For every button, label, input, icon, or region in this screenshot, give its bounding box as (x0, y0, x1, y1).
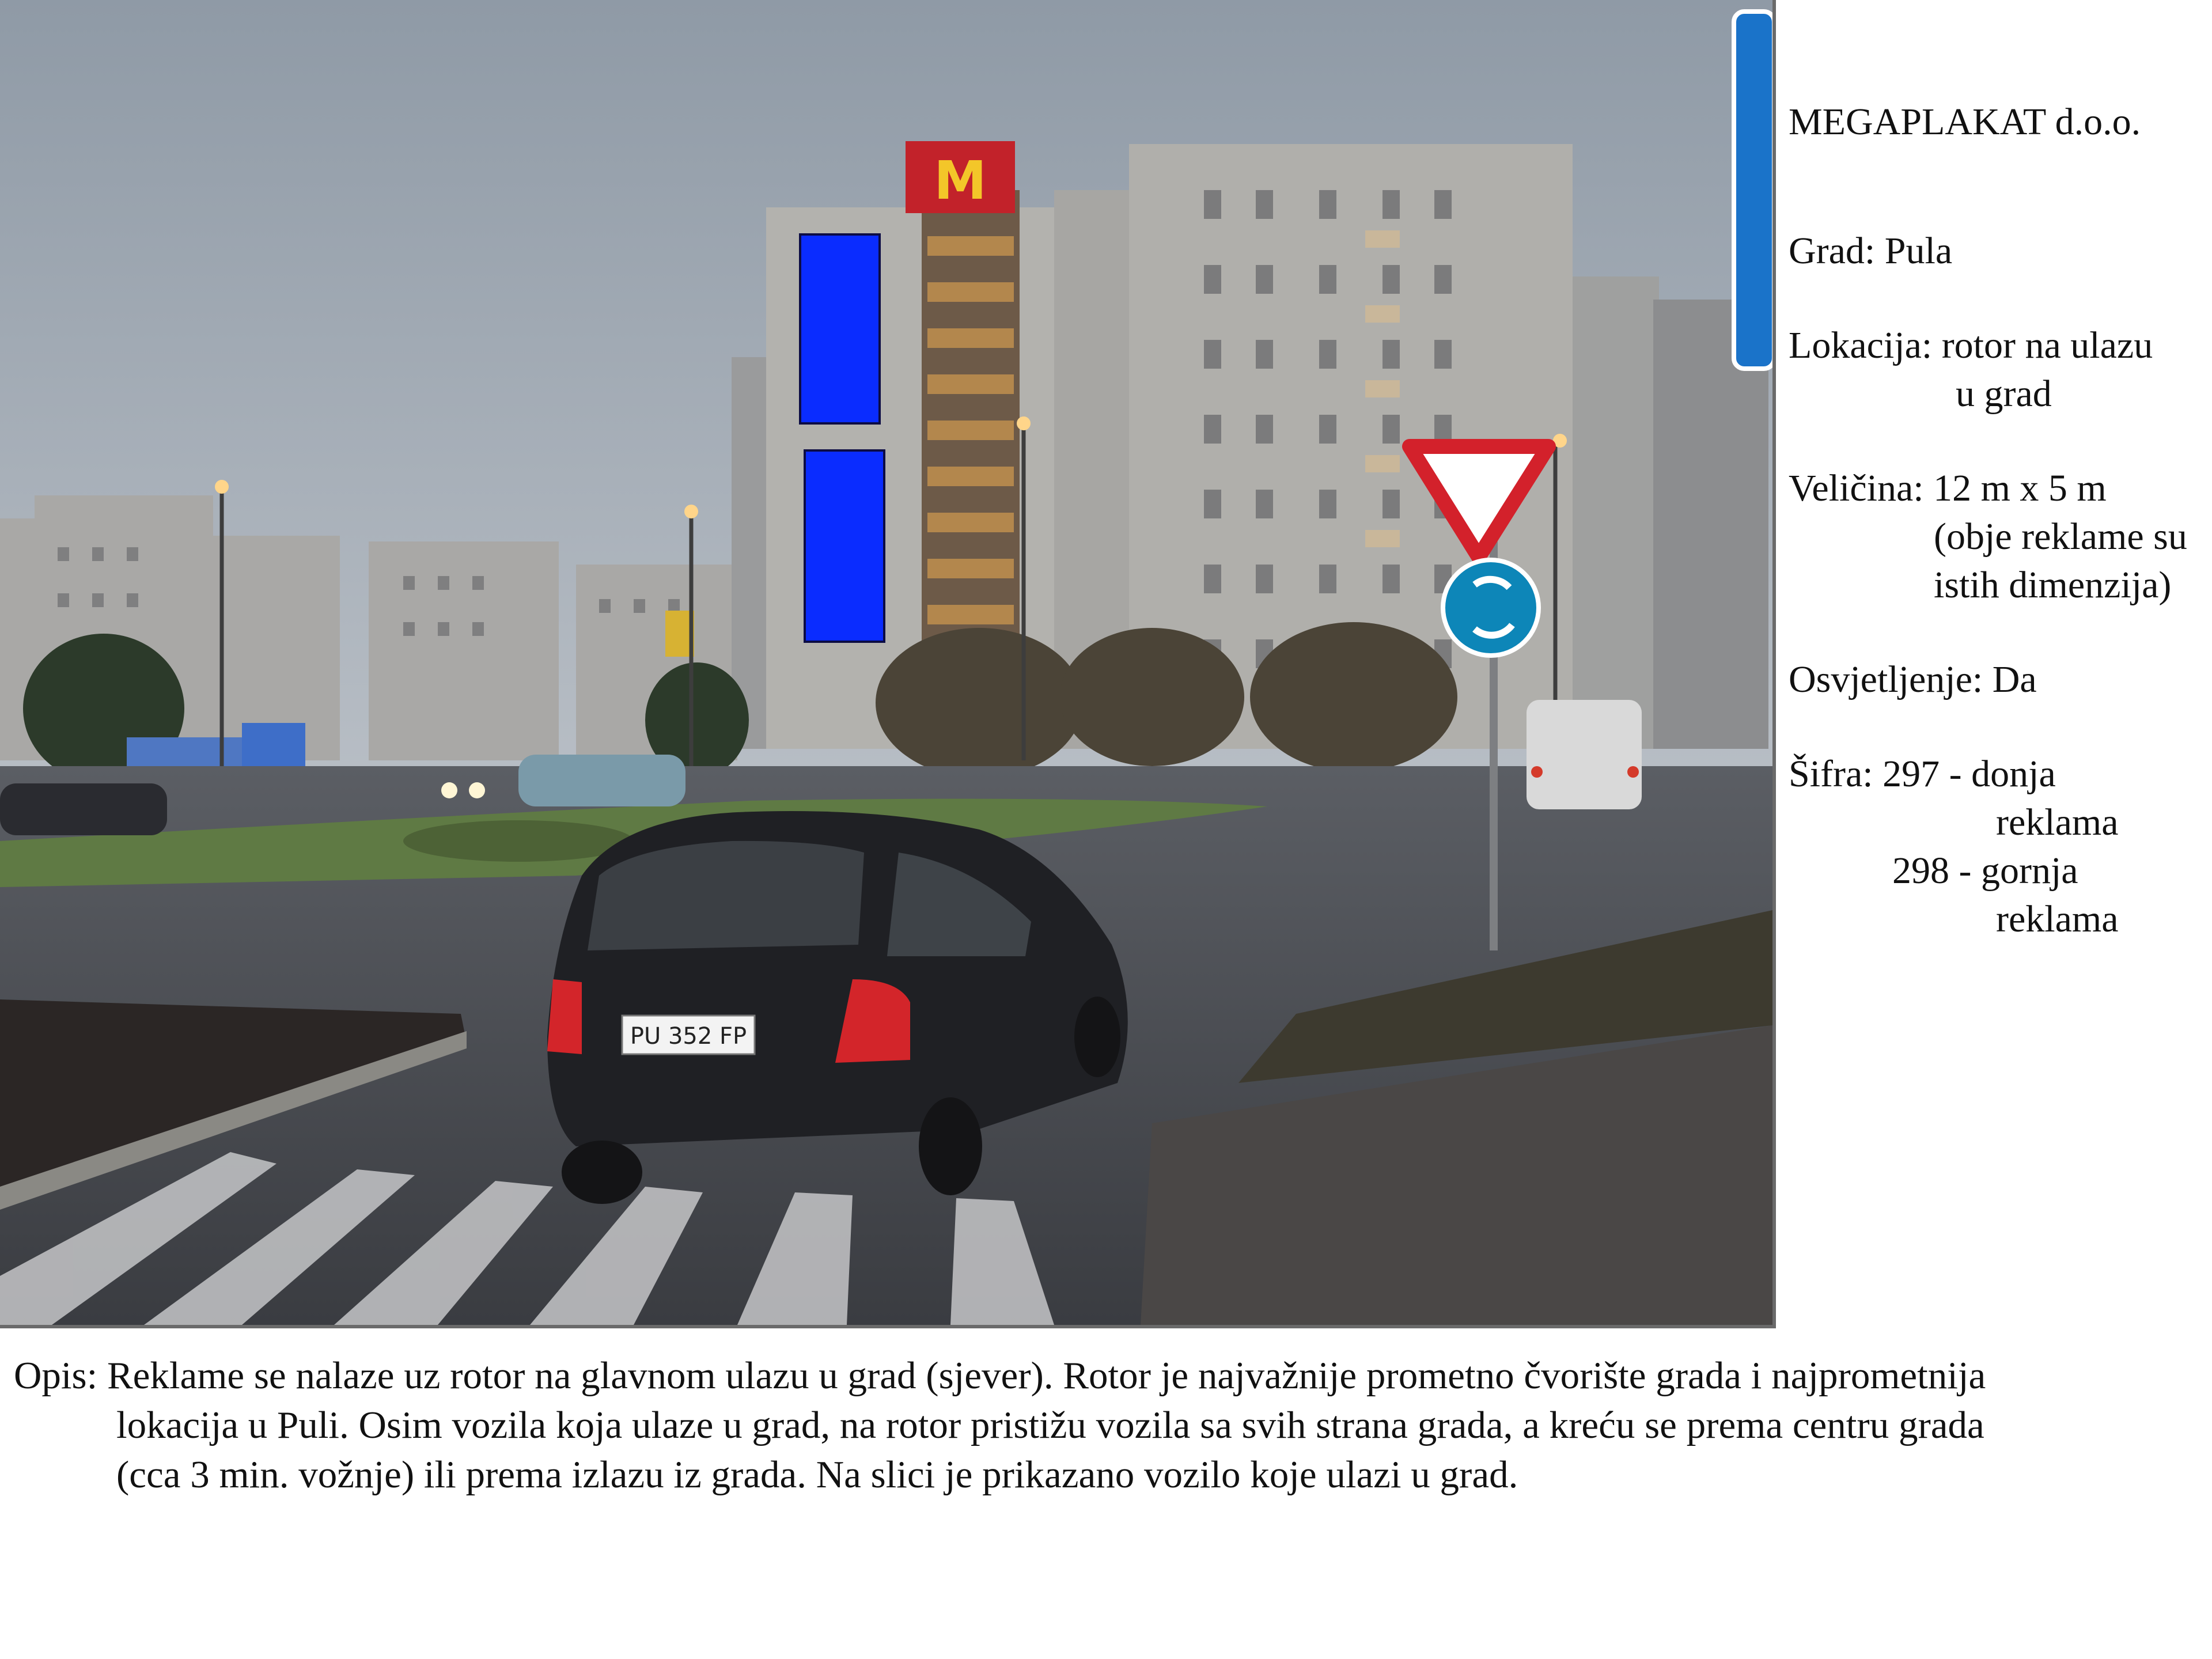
license-plate-text: PU 352 FP (630, 1023, 747, 1050)
size-line-3: istih dimenzija) (1934, 564, 2172, 606)
code-block (1789, 750, 2209, 944)
code-line-3: 298 - gornja (1892, 850, 2078, 892)
location-line-2: u grad (1956, 373, 2052, 415)
code-line-1: Šifra: 297 - donja (1789, 753, 2056, 795)
blue-sign-edge (1734, 12, 1772, 369)
size-line-2: (obje reklame su (1934, 516, 2187, 558)
location-block (1789, 321, 2209, 418)
lighting: Osvjetljenje: Da (1789, 658, 2037, 700)
size-block (1789, 464, 2209, 609)
mcdonalds-rooftop-sign (906, 141, 1015, 213)
billboard-upper (800, 234, 880, 423)
trees (876, 622, 1457, 778)
size-line-1: Veličina: 12 m x 5 m (1789, 467, 2107, 509)
description-line-3: (cca 3 min. vožnje) ili prema izlazu iz grada. Na slici je prikazano vozilo koje ulazi u grad. (116, 1453, 1518, 1496)
city: Grad: Pula (1789, 230, 1953, 272)
description-line-1: Opis: Reklame se nalaze uz rotor na glavnom ulazu u grad (sjever). Rotor je najvažnije prometno čvorište grada i najprometnija (14, 1354, 1986, 1397)
svg-text:M: M (934, 150, 987, 211)
company-name: MEGAPLAKAT d.o.o. (1789, 101, 2141, 143)
location-line-1: Lokacija: rotor na ulazu (1789, 324, 2153, 366)
billboard-lower (805, 450, 884, 642)
code-line-4: reklama (1996, 898, 2119, 940)
description-line-2: lokacija u Puli. Osim vozila koja ulaze u grad, na rotor pristižu vozila sa svih strana grada, a kreću se prema centru grada (116, 1404, 1984, 1446)
roundabout-sign (1443, 560, 1539, 656)
description (14, 1351, 2191, 1499)
code-line-2: reklama (1996, 801, 2119, 843)
info-panel (1789, 98, 2209, 944)
